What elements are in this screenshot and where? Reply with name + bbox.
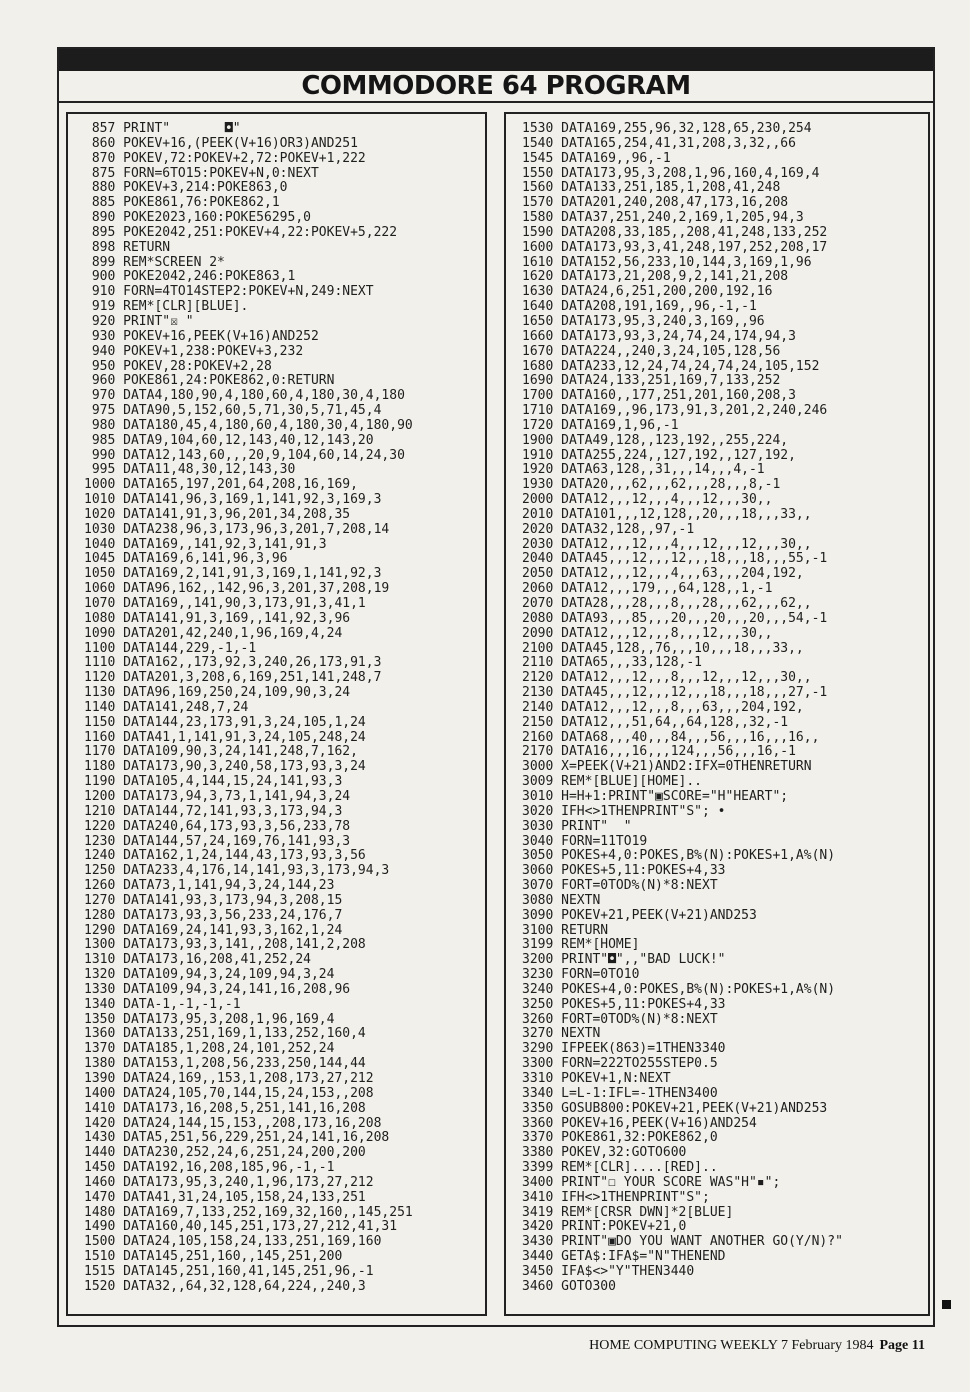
code-line: 3100 RETURN [522,922,609,938]
code-line: 1920 DATA63,128,,31,,,14,,,4,-1 [522,462,765,478]
code-line: 1630 DATA24,6,251,200,200,192,16 [522,284,773,300]
code-line: 1300 DATA173,93,3,141,,208,141,2,208 [84,937,366,953]
code-line: 1180 DATA173,90,3,240,58,173,93,3,24 [84,759,366,775]
code-line: 1430 DATA5,251,56,229,251,24,141,16,208 [84,1130,390,1146]
code-line: 1620 DATA173,21,208,9,2,141,21,208 [522,269,789,285]
code-line: 1340 DATA-1,-1,-1,-1 [84,996,241,1012]
header-bar [59,49,933,71]
code-line: 1560 DATA133,251,185,1,208,41,248 [522,180,781,196]
code-line: 1420 DATA24,144,15,153,,208,173,16,208 [84,1115,382,1131]
code-line: 1520 DATA32,,64,32,128,64,224,,240,3 [84,1278,366,1294]
code-line: 3000 X=PEEK(V+21)AND2:IFX=0THENRETURN [522,759,812,775]
code-line: 920 PRINT"☒ " [84,313,194,329]
code-line: 2100 DATA45,128,,76,,,10,,,18,,,33,, [522,640,804,656]
code-line: 3460 GOTO300 [522,1278,616,1294]
page-number: Page 11 [879,1338,925,1353]
code-line: 2020 DATA32,128,,97,-1 [522,521,695,537]
code-line: 1230 DATA144,57,24,169,76,141,93,3 [84,833,351,849]
code-line: 1400 DATA24,105,70,144,15,24,153,,208 [84,1085,374,1101]
code-line: 1600 DATA173,93,3,41,248,197,252,208,17 [522,239,828,255]
code-line: 2130 DATA45,,,12,,,12,,,18,,,18,,,27,-1 [522,685,828,701]
code-line: 975 DATA90,5,152,60,5,71,30,5,71,45,4 [84,403,382,419]
code-line: 1500 DATA24,105,158,24,133,251,169,160 [84,1234,382,1250]
code-line: 1030 DATA238,96,3,173,96,3,201,7,208,14 [84,521,390,537]
code-line: 1240 DATA162,1,24,144,43,173,93,3,56 [84,848,366,864]
code-line: 3070 FORT=0TOD%(N)*8:NEXT [522,878,718,894]
listing-lines-left [84,122,483,1295]
code-line: 1270 DATA141,93,3,173,94,3,208,15 [84,892,343,908]
code-line: 2080 DATA93,,,85,,,20,,,20,,,20,,,54,-1 [522,610,828,626]
code-line: 1040 DATA169,,141,92,3,141,91,3 [84,536,327,552]
code-line: 1130 DATA96,169,250,24,109,90,3,24 [84,685,351,701]
code-line: 3310 POKEV+1,N:NEXT [522,1071,671,1086]
code-line: 1290 DATA169,24,141,93,3,162,1,24 [84,922,343,938]
page-title: COMMODORE 64 PROGRAM [301,71,691,101]
code-line: 1380 DATA153,1,208,56,233,250,144,44 [84,1056,366,1072]
code-line: 1640 DATA208,191,169,,96,-1,-1 [522,299,757,315]
code-line: 930 POKEV+16,PEEK(V+16)AND252 [84,328,319,344]
code-line: 950 POKEV,28:POKEV+2,28 [84,358,272,374]
code-line: 1470 DATA41,31,24,105,158,24,133,251 [84,1189,366,1205]
code-line: 1080 DATA141,91,3,169,,141,92,3,96 [84,610,351,626]
code-line: 1100 DATA144,229,-1,-1 [84,640,257,656]
code-line: 3199 REM*[HOME] [522,937,640,953]
listing-lines-right [522,122,926,1295]
code-line: 919 REM*[CLR][BLUE]. [84,299,249,315]
code-line: 1650 DATA173,95,3,240,3,169,,96 [522,313,765,329]
code-line: 857 PRINT" ◘" [84,121,241,136]
code-line: 3420 PRINT:POKEV+21,0 [522,1219,687,1235]
code-line: 1370 DATA185,1,208,24,101,252,24 [84,1041,335,1057]
code-line: 985 DATA9,104,60,12,143,40,12,143,20 [84,432,374,448]
code-line: 1170 DATA109,90,3,24,141,248,7,162, [84,744,358,760]
code-line: 2150 DATA12,,,51,64,,64,128,,32,-1 [522,714,789,730]
code-line: 870 POKEV,72:POKEV+2,72:POKEV+1,222 [84,150,366,166]
code-line: 1700 DATA160,,177,251,201,160,208,3 [522,388,796,404]
code-line: 875 FORN=6TO15:POKEV+N,0:NEXT [84,165,319,181]
code-line: 2010 DATA101,,,12,128,,20,,,18,,,33,, [522,506,812,522]
code-line: 1580 DATA37,251,240,2,169,1,205,94,3 [522,210,804,226]
publication-line: HOME COMPUTING WEEKLY 7 February 1984 [589,1338,874,1353]
code-line: 1330 DATA109,94,3,24,141,16,208,96 [84,981,351,997]
code-line: 3440 GETA$:IFA$="N"THENEND [522,1249,726,1265]
code-line: 1320 DATA109,94,3,24,109,94,3,24 [84,967,335,983]
code-line: 3399 REM*[CLR]....[RED].. [522,1160,718,1176]
code-line: 1460 DATA173,95,3,240,1,96,173,27,212 [84,1174,374,1190]
code-line: 1045 DATA169,6,141,96,3,96 [84,551,288,567]
code-line: 3040 FORN=11TO19 [522,833,648,849]
code-line: 3080 NEXTN [522,892,601,908]
end-of-article-mark [942,1300,951,1309]
code-line: 3010 H=H+1:PRINT"▣SCORE="H"HEART"; [522,788,789,804]
code-line: 3340 L=L-1:IFL=-1THEN3400 [522,1085,718,1101]
code-line: 3200 PRINT"◘",,"BAD LUCK!" [522,952,726,968]
code-line: 1680 DATA233,12,24,74,24,74,24,105,152 [522,358,820,374]
code-line: 1280 DATA173,93,3,56,233,24,176,7 [84,907,343,923]
code-line: 1350 DATA173,95,3,208,1,96,169,4 [84,1011,335,1027]
code-line: 3450 IFA$<>"Y"THEN3440 [522,1263,695,1279]
code-line: 3020 IFH<>1THENPRINT"S"; • [522,803,726,819]
code-line: 1260 DATA73,1,141,94,3,24,144,23 [84,878,335,894]
code-line: 885 POKE861,76:POKE862,1 [84,195,280,211]
code-line: 1610 DATA152,56,233,10,144,3,169,1,96 [522,254,812,270]
code-line: 970 DATA4,180,90,4,180,60,4,180,30,4,180 [84,388,405,404]
code-line: 1150 DATA144,23,173,91,3,24,105,1,24 [84,714,366,730]
article-frame [57,47,935,1327]
code-line: 860 POKEV+16,(PEEK(V+16)OR3)AND251 [84,135,358,151]
code-line: 2160 DATA68,,,40,,,84,,,56,,,16,,,16,, [522,729,820,745]
code-line: 1020 DATA141,91,3,96,201,34,208,35 [84,506,351,522]
code-line: 1900 DATA49,128,,123,192,,255,224, [522,432,789,448]
code-line: 3009 REM*[BLUE][HOME].. [522,774,703,790]
code-line: 3050 POKES+4,0:POKES,B%(N):POKES+1,A%(N) [522,848,836,864]
code-line: 1660 DATA173,93,3,24,74,24,174,94,3 [522,328,796,344]
code-line: 1720 DATA169,1,96,-1 [522,417,679,433]
code-line: 1360 DATA133,251,169,1,133,252,160,4 [84,1026,366,1042]
code-line: 1390 DATA24,169,,153,1,208,173,27,212 [84,1071,374,1086]
code-line: 3419 REM*[CRSR DWN]*2[BLUE] [522,1204,734,1220]
code-line: 1450 DATA192,16,208,185,96,-1,-1 [84,1160,335,1176]
code-line: 1540 DATA165,254,41,31,208,3,32,,66 [522,135,796,151]
code-line: 1930 DATA20,,,62,,,62,,,28,,,8,-1 [522,477,781,493]
code-line: 895 POKE2042,251:POKEV+4,22:POKEV+5,222 [84,224,398,240]
code-line: 2140 DATA12,,,12,,,8,,,63,,,204,192, [522,699,804,715]
code-line: 2000 DATA12,,,12,,,4,,,12,,,30,, [522,492,773,508]
code-line: 2030 DATA12,,,12,,,4,,,12,,,12,,,30,, [522,536,812,552]
code-line: 1440 DATA230,252,24,6,251,24,200,200 [84,1145,366,1161]
code-line: 1490 DATA160,40,145,251,173,27,212,41,31 [84,1219,398,1235]
code-line: 995 DATA11,48,30,12,143,30 [84,462,296,478]
code-line: 3240 POKES+4,0:POKES,B%(N):POKES+1,A%(N) [522,981,836,997]
code-line: 1510 DATA145,251,160,,145,251,200 [84,1249,343,1265]
code-line: 1910 DATA255,224,,127,192,,127,192, [522,447,796,463]
code-line: 990 DATA12,143,60,,,20,9,104,60,14,24,30 [84,447,405,463]
title-divider [59,101,933,103]
code-line: 1140 DATA141,248,7,24 [84,699,249,715]
code-line: 880 POKEV+3,214:POKE863,0 [84,180,288,196]
code-line: 1220 DATA240,64,173,93,3,56,233,78 [84,818,351,834]
code-line: 1310 DATA173,16,208,41,252,24 [84,952,311,968]
code-line: 899 REM*SCREEN 2* [84,254,225,270]
code-line: 1210 DATA144,72,141,93,3,173,94,3 [84,803,343,819]
code-line: 2120 DATA12,,,12,,,8,,,12,,,12,,,30,, [522,670,812,686]
code-line: 1570 DATA201,240,208,47,173,16,208 [522,195,789,211]
code-line: 1120 DATA201,3,208,6,169,251,141,248,7 [84,670,382,686]
code-line: 1545 DATA169,,96,-1 [522,150,671,166]
code-line: 3260 FORT=0TOD%(N)*8:NEXT [522,1011,718,1027]
code-line: 3370 POKE861,32:POKE862,0 [522,1130,718,1146]
code-line: 3380 POKEV,32:GOTO600 [522,1145,687,1161]
code-line: 1410 DATA173,16,208,5,251,141,16,208 [84,1100,366,1116]
page-footer [589,1338,925,1354]
code-line: 3290 IFPEEK(863)=1THEN3340 [522,1041,726,1057]
code-line: 3270 NEXTN [522,1026,601,1042]
code-line: 3060 POKES+5,11:POKES+4,33 [522,863,726,879]
code-line: 980 DATA180,45,4,180,60,4,180,30,4,180,90 [84,417,413,433]
code-line: 1090 DATA201,42,240,1,96,169,4,24 [84,625,343,641]
code-line: 1190 DATA105,4,144,15,24,141,93,3 [84,774,343,790]
code-line: 1690 DATA24,133,251,169,7,133,252 [522,373,781,389]
listing-column-left [66,112,487,1316]
code-line: 2050 DATA12,,,12,,,4,,,63,,,204,192, [522,566,804,582]
listing-column-right [504,112,930,1316]
code-line: 1670 DATA224,,240,3,24,105,128,56 [522,343,781,359]
code-line: 1050 DATA169,2,141,91,3,169,1,141,92,3 [84,566,382,582]
code-line: 2070 DATA28,,,28,,,8,,,28,,,62,,,62,, [522,596,812,611]
code-line: 1000 DATA165,197,201,64,208,16,169, [84,477,358,493]
code-line: 890 POKE2023,160:POKE56295,0 [84,210,311,226]
code-line: 3230 FORN=0TO10 [522,967,640,983]
code-line: 1070 DATA169,,141,90,3,173,91,3,41,1 [84,596,366,611]
code-line: 1590 DATA208,33,185,,208,41,248,133,252 [522,224,828,240]
code-line: 3250 POKES+5,11:POKES+4,33 [522,996,726,1012]
code-line: 3360 POKEV+16,PEEK(V+16)AND254 [522,1115,757,1131]
code-line: 1010 DATA141,96,3,169,1,141,92,3,169,3 [84,492,382,508]
code-line: 1530 DATA169,255,96,32,128,65,230,254 [522,121,812,136]
code-line: 3430 PRINT"▣DO YOU WANT ANOTHER GO(Y/N)?" [522,1234,843,1250]
code-line: 1160 DATA41,1,141,91,3,24,105,248,24 [84,729,366,745]
code-line: 1480 DATA169,7,133,252,169,32,160,,145,251 [84,1204,413,1220]
code-line: 1710 DATA169,,96,173,91,3,201,2,240,246 [522,403,828,419]
code-line: 1060 DATA96,162,,142,96,3,201,37,208,19 [84,581,390,597]
code-line: 1200 DATA173,94,3,73,1,141,94,3,24 [84,788,351,804]
code-line: 3410 IFH<>1THENPRINT"S"; [522,1189,710,1205]
code-line: 940 POKEV+1,238:POKEV+3,232 [84,343,304,359]
code-line: 2110 DATA65,,,33,128,-1 [522,655,703,671]
code-line: 900 POKE2042,246:POKE863,1 [84,269,296,285]
code-line: 3030 PRINT" " [522,818,632,834]
code-line: 2060 DATA12,,,179,,,64,128,,1,-1 [522,581,773,597]
code-line: 3350 GOSUB800:POKEV+21,PEEK(V+21)AND253 [522,1100,828,1116]
code-line: 3090 POKEV+21,PEEK(V+21)AND253 [522,907,757,923]
code-line: 898 RETURN [84,239,171,255]
code-line: 1250 DATA233,4,176,14,141,93,3,173,94,3 [84,863,390,879]
code-line: 3300 FORN=222TO255STEP0.5 [522,1056,718,1072]
code-line: 2040 DATA45,,,12,,,12,,,18,,,18,,,55,-1 [522,551,828,567]
code-line: 2090 DATA12,,,12,,,8,,,12,,,30,, [522,625,773,641]
code-line: 3400 PRINT"☐ YOUR SCORE WAS"H"▪"; [522,1174,781,1190]
code-line: 960 POKE861,24:POKE862,0:RETURN [84,373,335,389]
code-line: 1550 DATA173,95,3,208,1,96,160,4,169,4 [522,165,820,181]
code-line: 1110 DATA162,,173,92,3,240,26,173,91,3 [84,655,382,671]
code-line: 2170 DATA16,,,16,,,124,,,56,,,16,-1 [522,744,796,760]
code-line: 910 FORN=4TO14STEP2:POKEV+N,249:NEXT [84,284,374,300]
code-line: 1515 DATA145,251,160,41,145,251,96,-1 [84,1263,374,1279]
